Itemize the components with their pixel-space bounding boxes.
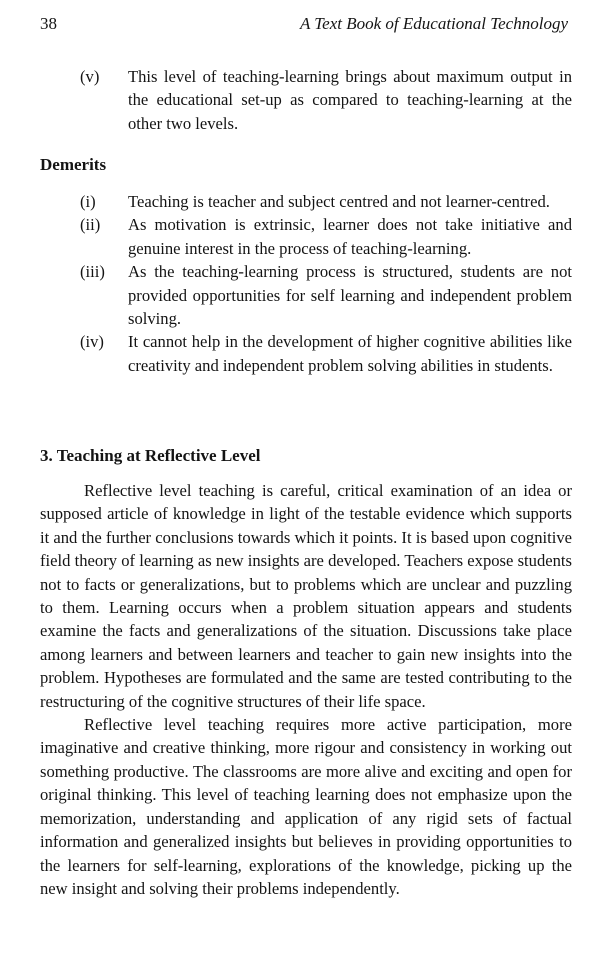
list-item <box>40 213 572 260</box>
item-number: (i) <box>80 192 96 211</box>
demerits-heading: Demerits <box>40 155 107 174</box>
item-text: Teaching is teacher and subject centred and not learner-centred. <box>128 192 550 211</box>
item-text: It cannot help in the development of higher cognitive abilities like creativity and independent problem solving abilities in students. <box>128 332 572 375</box>
paragraph: Reflective level teaching requires more active participation, more imaginative and creative thinking, more rigour and consistency in working out something productive. The classrooms are more alive and exciting and open for original thinking. This level of teaching learning does not emphasize upon the memorization, understanding and application of any rigid sets of factual information and generalized insights but believes in providing opportunities to the learners for self-learning, explorations of the knowledge, picking up the new insight and solving their problems independently. <box>40 715 572 898</box>
list-item <box>40 65 572 135</box>
item-number: (ii) <box>80 215 101 235</box>
list-item <box>40 330 572 377</box>
item-text: As motivation is extrinsic, learner does not take initiative and genuine interest in the process of teaching-learning. <box>128 215 572 258</box>
list-item <box>40 260 572 330</box>
section-body <box>40 479 572 900</box>
demerits-list <box>40 190 572 377</box>
item-text: This level of teaching-learning brings about maximum output in the educational set-up as compared to teaching-learning at the other two levels. <box>128 67 572 133</box>
item-number: (v) <box>80 67 100 86</box>
list-item <box>40 190 572 213</box>
item-number: (iv) <box>80 332 104 352</box>
section-heading: 3. Teaching at Reflective Level <box>40 446 261 465</box>
page-number: 38 <box>40 14 57 33</box>
merits-list-continued <box>40 65 572 135</box>
paragraph: Reflective level teaching is careful, critical examination of an idea or supposed article of knowledge in light of the testable evidence which supports it and the further conclusions towards which it points. It is based upon cognitive field theory of learning as new insights are developed. Teachers expose students not to facts or generalizations, but to problems which are unclear and puzzling to them. Learning occurs when a problem situation appears and students examine the facts and generalizations of the situation. Discussions take place among learners and between learners and teacher to gain new insights into the problem. Hypotheses are formulated and the same are tested contributing to the restructuring of the cognitive structures of their life space. <box>40 481 572 711</box>
item-text: As the teaching-learning process is structured, students are not provided opportunities for self learning and independent problem solving. <box>128 262 572 329</box>
item-number: (iii) <box>80 262 105 282</box>
running-title: A Text Book of Educational Technology <box>299 14 568 33</box>
